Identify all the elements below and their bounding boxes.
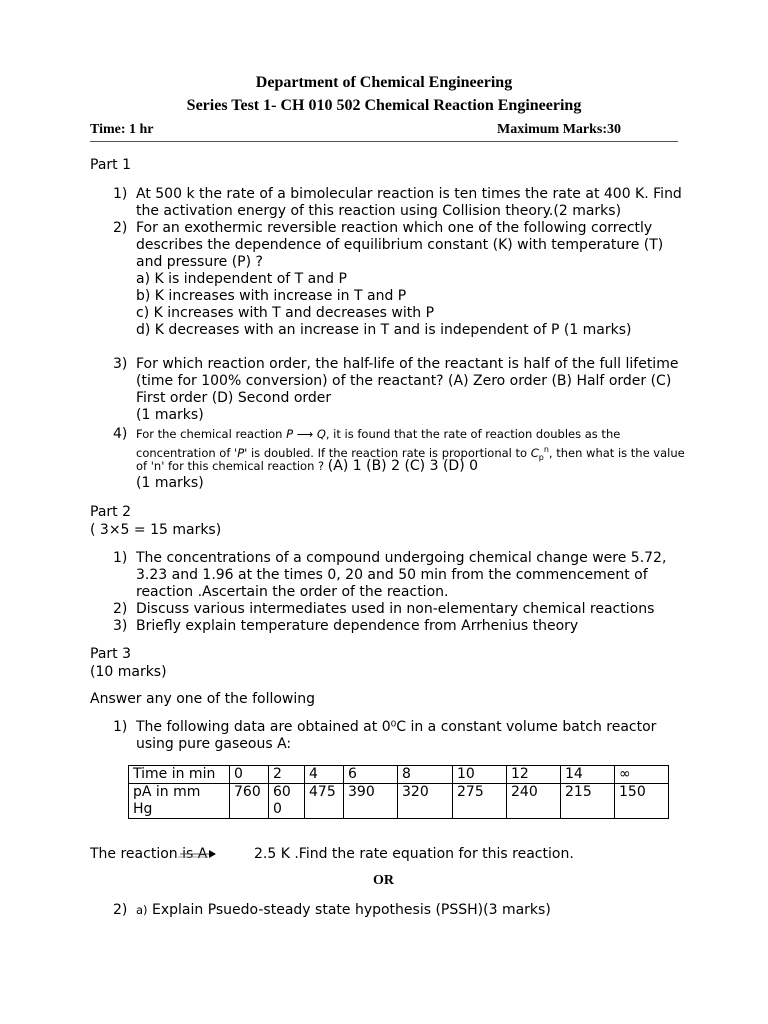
table-cell: 150: [615, 784, 669, 819]
header-divider: [90, 141, 678, 142]
table-row: [129, 784, 669, 819]
question-number: 1): [113, 550, 128, 566]
question-line: First order (D) Second order: [136, 390, 332, 406]
table-cell: 8: [398, 766, 453, 784]
question-line: (time for 100% conversion) of the reactant? (A) Zero order (B) Half order (C): [136, 373, 672, 389]
question-marks: (1 marks): [136, 407, 204, 423]
table-cell: pA in mm Hg: [129, 784, 230, 819]
question-line: The concentrations of a compound undergoing chemical change were 5.72,: [136, 550, 667, 566]
reaction-rate-text: 2.5 K .Find the rate equation for this reaction.: [254, 846, 574, 862]
department-title: Department of Chemical Engineering: [255, 74, 513, 91]
option-c: c) K increases with T and decreases with P: [136, 305, 435, 321]
table-cell: 760: [230, 784, 269, 819]
table-cell: 6: [344, 766, 398, 784]
part3-question-2: a) Explain Psuedo-steady state hypothesis (PSSH)(3 marks): [136, 902, 551, 918]
question-line: At 500 k the rate of a bimolecular reaction is ten times the rate at 400 K. Find: [136, 186, 682, 202]
question-number: 1): [113, 186, 128, 202]
or-separator: OR: [373, 873, 394, 888]
table-cell: 275: [453, 784, 507, 819]
question-line: the activation energy of this reaction using Collision theory.(2 marks): [136, 203, 622, 219]
question-line: concentration of 'P' is doubled. If the reaction rate is proportional to $C_p^n$, then what is the value: [136, 445, 685, 463]
test-title: Series Test 1- CH 010 502 Chemical Reaction Engineering: [186, 97, 582, 114]
table-cell: 475: [305, 784, 344, 819]
table-cell: 240: [507, 784, 561, 819]
question-line: reaction .Ascertain the order of the reaction.: [136, 584, 449, 600]
table-cell: 4: [305, 766, 344, 784]
table-cell: 390: [344, 784, 398, 819]
question-line: For an exothermic reversible reaction which one of the following correctly: [136, 220, 653, 236]
question-number: 2): [113, 601, 128, 617]
part2-marks: ( 3×5 = 15 marks): [90, 522, 222, 538]
reaction-statement: The reaction is A: [90, 846, 208, 862]
question-number: 1): [113, 719, 128, 735]
table-cell: 10: [453, 766, 507, 784]
question-line: and pressure (P) ?: [136, 254, 263, 270]
part3-heading: Part 3: [90, 646, 131, 662]
reaction-arrow-icon: [178, 846, 218, 864]
data-table: [128, 765, 669, 819]
table-cell: 215: [561, 784, 615, 819]
table-cell: ∞: [615, 766, 669, 784]
question-line: describes the dependence of equilibrium constant (K) with temperature (T): [136, 237, 664, 253]
question-line: using pure gaseous A:: [136, 736, 292, 752]
question-line: of 'n' for this chemical reaction ? (A) 1 (B) 2 (C) 3 (D) 0: [136, 458, 479, 474]
part2-question-1: [136, 550, 666, 601]
time-label: Time: 1 hr: [90, 122, 154, 137]
table-cell: 0: [230, 766, 269, 784]
table-cell: Time in min: [129, 766, 230, 784]
part1-question-2: [136, 220, 663, 339]
option-d: d) K decreases with an increase in T and is independent of P (1 marks): [136, 322, 632, 338]
question-number: 2): [113, 902, 128, 918]
part2-question-2: Discuss various intermediates used in non-elementary chemical reactions: [136, 601, 655, 617]
option-b: b) K increases with increase in T and P: [136, 288, 407, 304]
max-marks-label: Maximum Marks:30: [497, 122, 622, 137]
part1-question-1: [136, 186, 682, 220]
question-marks: (1 marks): [136, 475, 204, 491]
question-line: For which reaction order, the half-life of the reactant is half of the full lifetime: [136, 356, 679, 372]
part3-marks: (10 marks): [90, 664, 167, 680]
option-a: a) K is independent of T and P: [136, 271, 347, 287]
question-number: 3): [113, 618, 128, 634]
part2-heading: Part 2: [90, 504, 131, 520]
question-number: 4): [113, 426, 128, 442]
table-cell: 2: [269, 766, 305, 784]
table-cell: 60 0: [269, 784, 305, 819]
table-cell: 14: [561, 766, 615, 784]
part3-question-1: [136, 719, 656, 753]
part2-question-3: Briefly explain temperature dependence from Arrhenius theory: [136, 618, 579, 634]
question-line: 3.23 and 1.96 at the times 0, 20 and 50 min from the commencement of: [136, 567, 648, 583]
question-number: 3): [113, 356, 128, 372]
question-line: For the chemical reaction P ⟶ Q, it is found that the rate of reaction doubles as the: [136, 427, 621, 441]
table-cell: 320: [398, 784, 453, 819]
table-cell: 12: [507, 766, 561, 784]
table-row: [129, 766, 669, 784]
question-line: The following data are obtained at 0⁰C in a constant volume batch reactor: [136, 719, 657, 735]
part1-heading: Part 1: [90, 157, 131, 173]
question-number: 2): [113, 220, 128, 236]
part1-question-3: [136, 356, 678, 424]
reaction-reactant: A: [197, 846, 208, 862]
part3-instruction: Answer any one of the following: [90, 691, 316, 707]
part1-question-4: [136, 426, 685, 492]
